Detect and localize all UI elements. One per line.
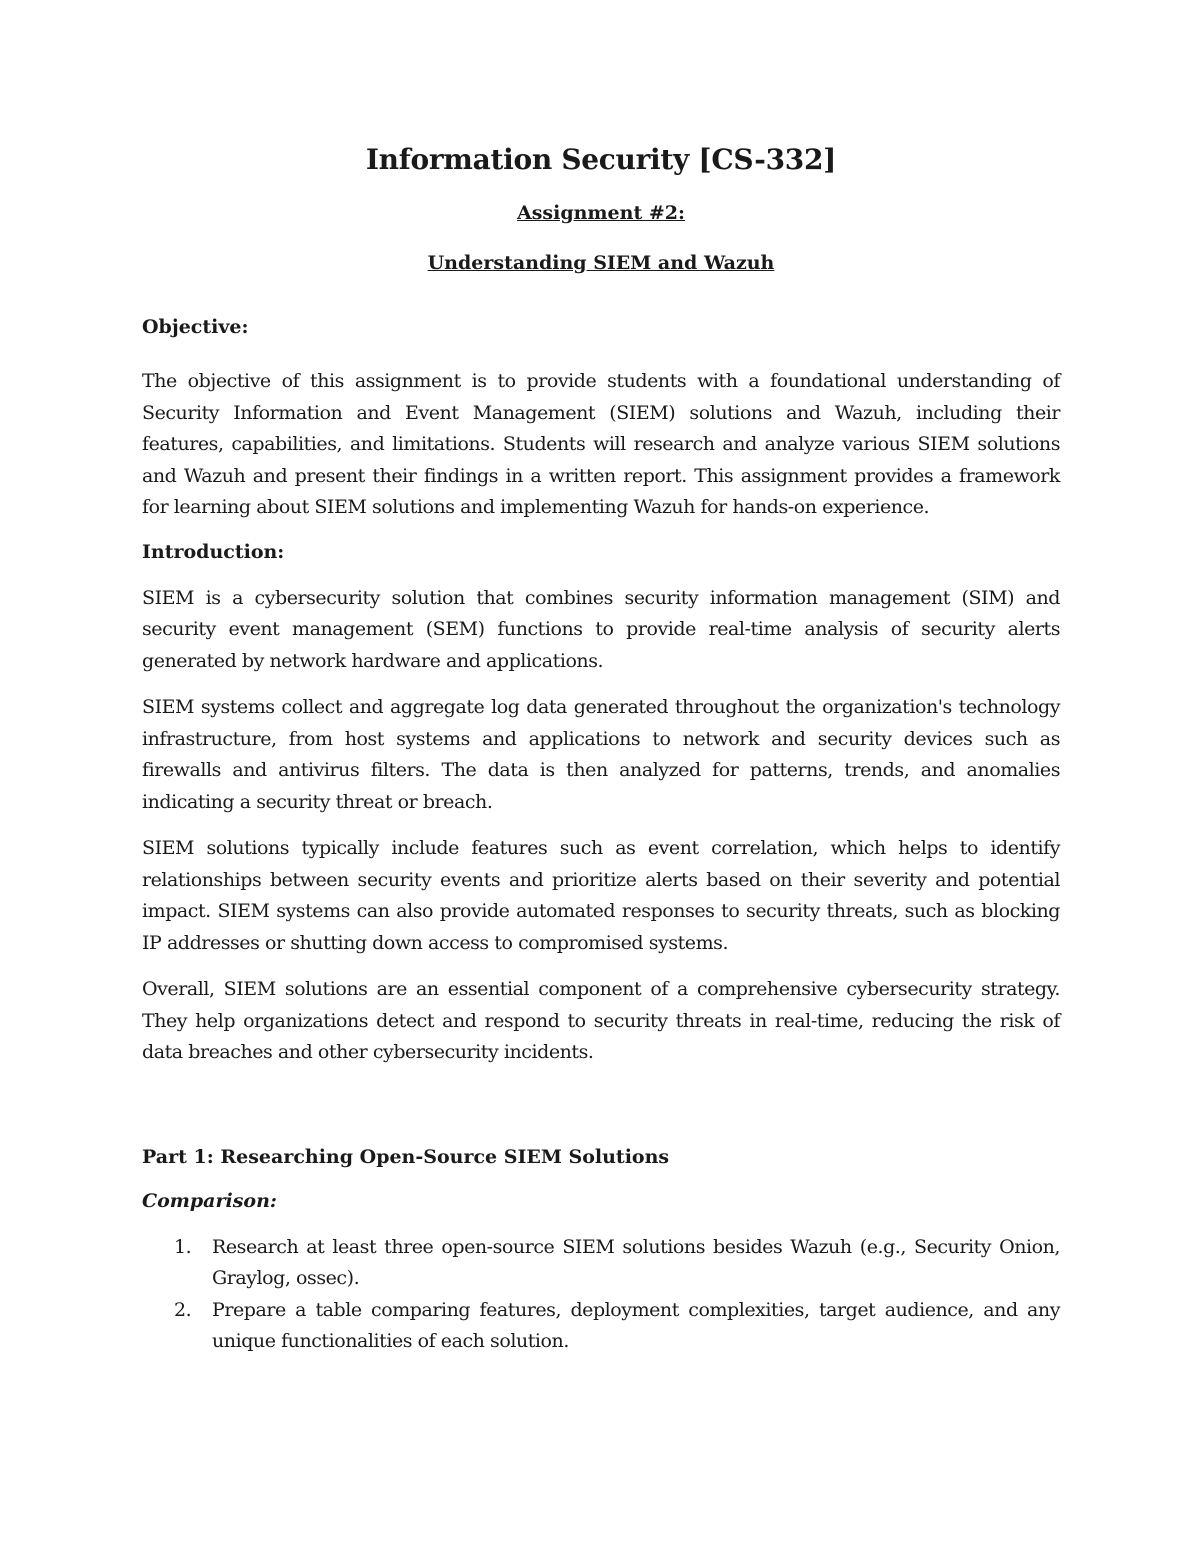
objective-paragraph: The objective of this assignment is to provide students with a foundational understanding of Security Information and Event Management (SIEM) solutions and Wazuh, including their features, capabilities, and limitations. Students will research and analyze various SIEM solutions and Wazuh and present their findings in a written report. This assignment provides a framework for learning about SIEM solutions and implementing Wazuh for hands-on experience. (142, 370, 1060, 518)
introduction-paragraph-2: SIEM systems collect and aggregate log data generated throughout the organization's technology infrastructure, from host systems and applications to network and security devices such as firewalls and antivirus filters. The data is then analyzed for patterns, trends, and anomalies indicating a security threat or breach. (142, 696, 1060, 813)
objective-heading: Objective: (142, 316, 249, 338)
introduction-paragraph-4: Overall, SIEM solutions are an essential component of a comprehensive cybersecurity strategy. They help organizations detect and respond to security threats in real-time, reducing the risk of data breaches and other cybersecurity incidents. (142, 978, 1060, 1063)
list-item (142, 1232, 1060, 1295)
part1-heading: Part 1: Researching Open-Source SIEM Solutions (142, 1145, 670, 1168)
comparison-task-list (142, 1232, 1060, 1358)
list-item-text: Prepare a table comparing features, deployment complexities, target audience, and any unique functionalities of each solution. (212, 1298, 1060, 1352)
list-item (142, 1295, 1060, 1358)
introduction-paragraph-3: SIEM solutions typically include features such as event correlation, which helps to identify relationships between security events and prioritize alerts based on their severity and potential impact. SIEM systems can also provide automated responses to security threats, such as blocking IP addresses or shutting down access to compromised systems. (142, 837, 1060, 954)
list-item-text: Research at least three open-source SIEM solutions besides Wazuh (e.g., Security Onion, Graylog, ossec). (212, 1235, 1060, 1289)
document-title: Information Security [CS-332] (365, 143, 837, 176)
introduction-heading: Introduction: (142, 540, 285, 563)
introduction-paragraph-1: SIEM is a cybersecurity solution that combines security information management (SIM) and security event management (SEM) functions to provide real-time analysis of security alerts generated by network hardware and applications. (142, 586, 1060, 672)
document-page (142, 140, 1060, 1358)
assignment-topic: Understanding SIEM and Wazuh (427, 252, 775, 274)
assignment-number: Assignment #2: (516, 202, 685, 224)
list-item-number: 1. (174, 1235, 192, 1258)
comparison-subheading: Comparison: (142, 1189, 277, 1212)
list-item-number: 2. (174, 1298, 192, 1321)
